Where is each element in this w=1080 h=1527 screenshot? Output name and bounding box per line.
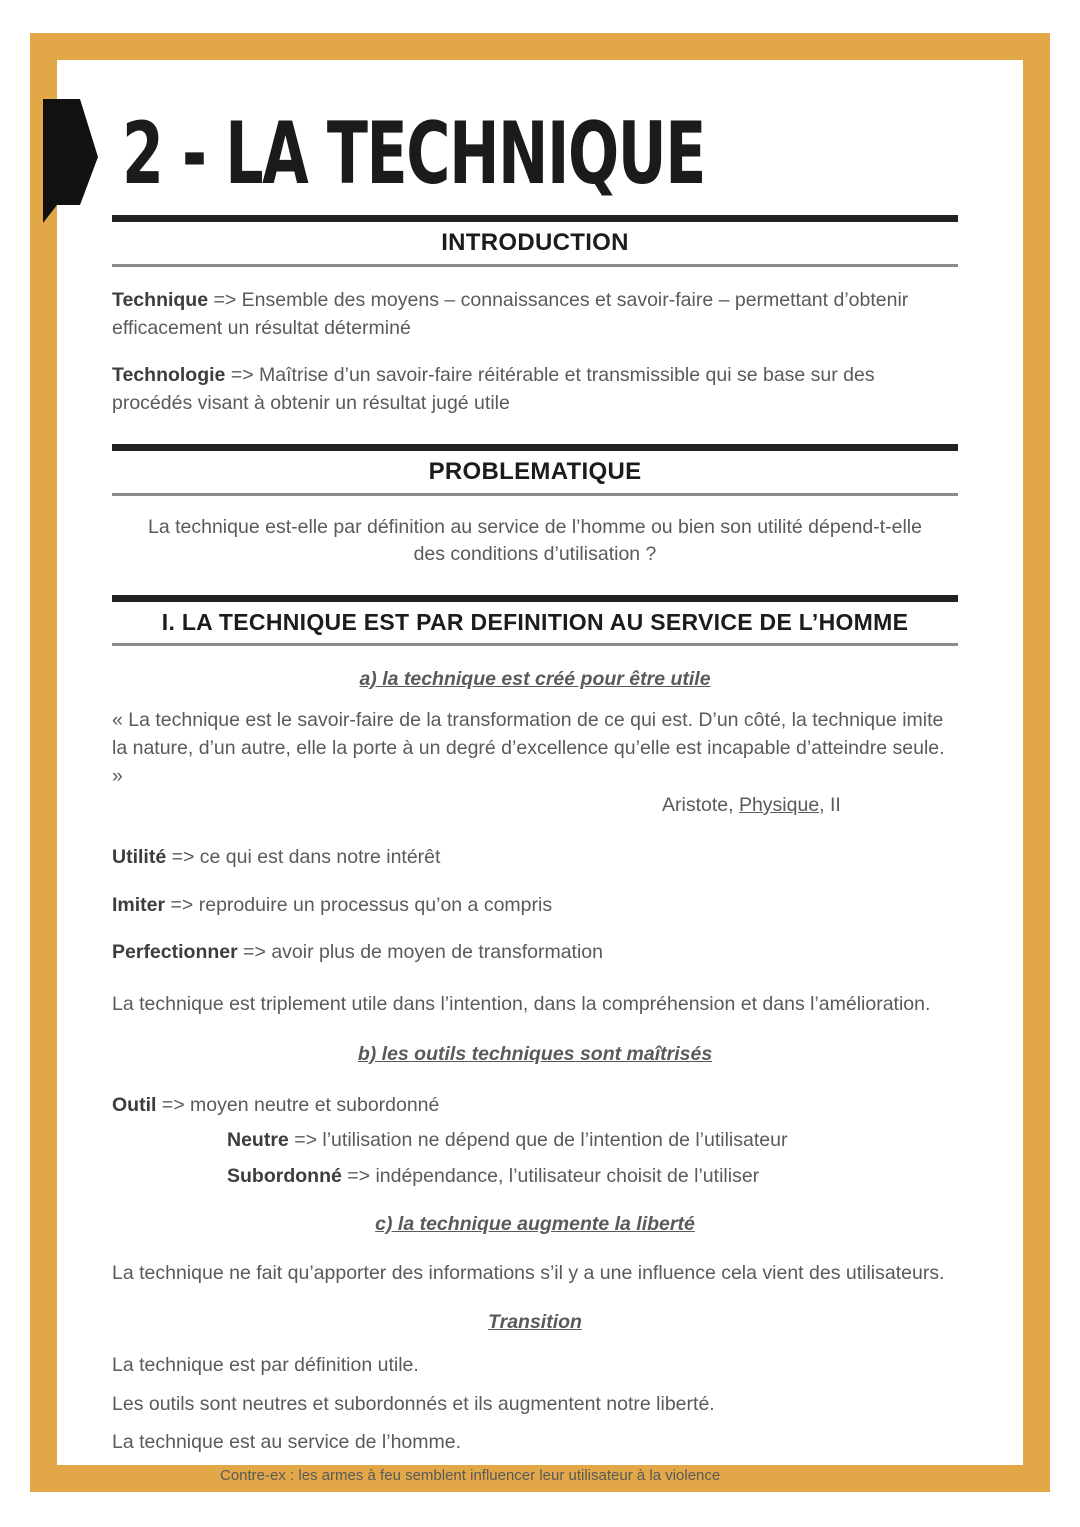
problematique-heading: PROBLEMATIQUE: [428, 457, 642, 485]
subsection-c-text: La technique ne fait qu’apporter des informations s’il y a une influence cela vient des utilisateurs.: [112, 1261, 945, 1284]
section-divider-thick: [112, 444, 958, 451]
definition-perfectionner-text: => avoir plus de moyen de transformation: [243, 941, 603, 964]
definition-utilite-text: => ce qui est dans notre intérêt: [171, 845, 441, 868]
definition-subordonne: [112, 1163, 958, 1191]
bookmark-icon: [43, 99, 98, 223]
definition-technologie-text: => Maîtrise d’un savoir-faire réitérable et transmissible qui se base sur des procédés visant à obtenir un résultat jugé utile: [112, 364, 875, 415]
subsection-a-heading: a) la technique est créé pour être utile: [359, 668, 711, 691]
term-utilite: Utilité: [112, 845, 167, 868]
section-divider-thin: [112, 264, 958, 267]
term-technique: Technique: [112, 289, 209, 311]
definition-utilite: [112, 844, 958, 872]
attribution-author: Aristote,: [662, 794, 739, 817]
definition-technique-text: => Ensemble des moyens – connaissances et savoir-faire – permettant d’obtenir efficacement un résultat déterminé: [112, 289, 909, 339]
term-imiter: Imiter: [112, 893, 166, 916]
aristotle-quote: « La technique est le savoir-faire de la transformation de ce qui est. D’un côté, la technique imite la nature, d’un autre, elle la porte à un degré d’excellence qu’elle est incapable d’atteindre seule. »: [112, 709, 945, 787]
definition-neutre: [112, 1127, 958, 1155]
term-technologie: Technologie: [112, 364, 226, 387]
transition-line-3: La technique est au service de l’homme.: [112, 1430, 462, 1453]
transition-line-1: La technique est par définition utile.: [112, 1354, 419, 1377]
definition-outil-text: => moyen neutre et subordonné: [161, 1093, 440, 1116]
definition-technologie: [112, 362, 958, 417]
attribution-work: Physique: [738, 794, 820, 817]
definition-neutre-text: => l’utilisation ne dépend que de l’intention de l’utilisateur: [294, 1129, 788, 1152]
transition-heading: Transition: [488, 1311, 582, 1334]
counter-example-note: Contre-ex : les armes à feu semblent influencer leur utilisateur à la violence: [220, 1467, 721, 1485]
part1-heading: I. LA TECHNIQUE EST PAR DEFINITION AU SERVICE DE L’HOMME: [161, 609, 909, 636]
section-divider-thin: [112, 493, 958, 496]
definition-subordonne-text: => indépendance, l’utilisateur choisit de l’utiliser: [347, 1165, 760, 1187]
page-content: [112, 59, 958, 1501]
definition-perfectionner: [112, 939, 958, 967]
section-divider-thick: [112, 215, 958, 222]
term-subordonne: Subordonné: [227, 1165, 342, 1187]
term-perfectionner: Perfectionner: [112, 941, 238, 964]
subsection-a-conclusion: La technique est triplement utile dans l’intention, dans la compréhension et dans l’amélioration.: [112, 992, 931, 1015]
section-divider-thick: [112, 595, 958, 602]
term-neutre: Neutre: [227, 1129, 289, 1152]
transition-line-2: Les outils sont neutres et subordonnés et ils augmentent notre liberté.: [112, 1392, 715, 1415]
quote-attribution: [112, 792, 958, 820]
introduction-heading: INTRODUCTION: [441, 229, 629, 256]
attribution-suffix: , II: [819, 794, 841, 817]
definition-imiter: [112, 892, 958, 920]
definition-outil: [112, 1092, 958, 1120]
subsection-b-heading: b) les outils techniques sont maîtrisés: [357, 1042, 713, 1065]
term-outil: Outil: [112, 1093, 157, 1116]
definition-technique: [112, 287, 958, 342]
subsection-c-heading: c) la technique augmente la liberté: [375, 1212, 695, 1235]
problematique-question: La technique est-elle par définition au service de l’homme ou bien son utilité dépend-t-elle des conditions d’utilisation ?: [148, 515, 922, 566]
definition-imiter-text: => reproduire un processus qu’on a compris: [170, 893, 553, 916]
page-title: 2 - LA TECHNIQUE: [122, 104, 706, 204]
section-divider-thin: [112, 643, 958, 646]
